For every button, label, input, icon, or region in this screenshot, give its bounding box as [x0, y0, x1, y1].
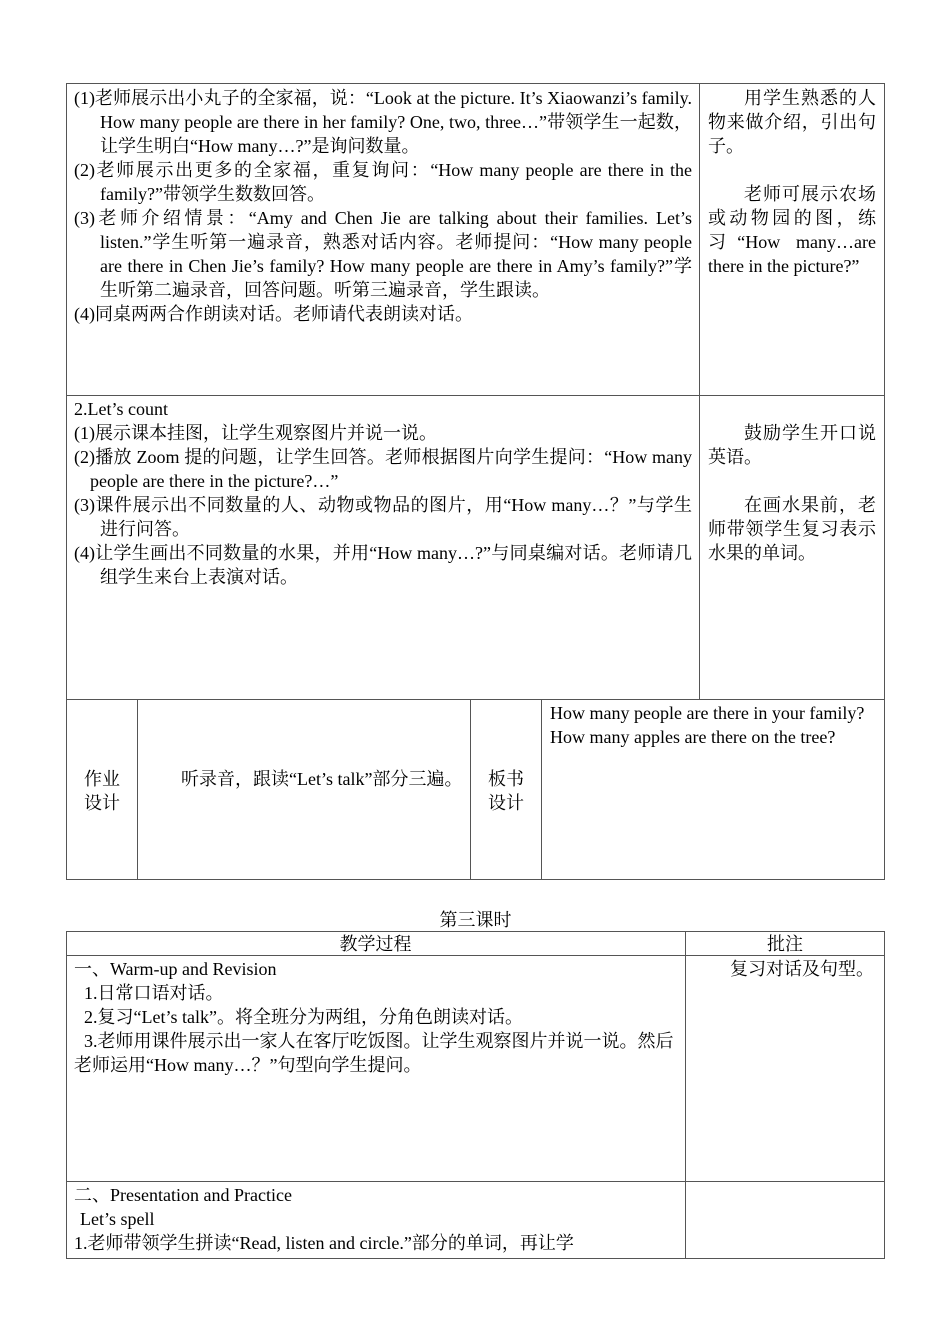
count-step-1: (1)展示课本挂图，让学生观察图片并说一说。	[74, 423, 437, 443]
lets-count-notes	[708, 421, 876, 565]
header-notes: 批注	[767, 934, 803, 954]
lets-count-steps	[74, 397, 692, 589]
count-note-2: 在画水果前，老师带领学生复习表示水果的单词。	[708, 495, 876, 563]
step-3: (3)老师介绍情景：“Amy and Chen Jie are talking about their families. Let’s listen.”学生听第一遍录音，熟悉对话内容。老师提问：“How many people are there in Chen Jie’s family? How many people are there in Amy’s family?”学生听第二遍录音，回答问题。听第三遍录音，学生跟读。	[74, 208, 692, 300]
presentation-section	[74, 1183, 678, 1255]
count-step-4: (4)让学生画出不同数量的水果，并用“How many…?”与同桌编对话。老师请几组学生来台上表演对话。	[74, 543, 692, 587]
board-line-1: How many people are there in your family?	[550, 703, 865, 723]
board-line-2: How many apples are there on the tree?	[550, 727, 836, 747]
homework-label: 作业设计	[84, 769, 120, 813]
warmup-step-2: 2.复习“Let’s talk”。将全班分为两组，分角色朗读对话。	[84, 1007, 523, 1027]
board-design	[550, 701, 876, 749]
warmup-section	[74, 957, 678, 1077]
note-1: 用学生熟悉的人物来做介绍，引出句子。	[708, 88, 876, 156]
warmup-title: 一、Warm-up and Revision	[74, 959, 277, 979]
lets-count-heading: 2.Let’s count	[74, 399, 168, 419]
count-step-2: (2)播放 Zoom 提的问题，让学生回答。老师根据图片向学生提问：“How many people are there in the picture?…”	[74, 447, 692, 491]
header-process: 教学过程	[339, 934, 412, 954]
presentation-subtitle: Let’s spell	[80, 1209, 155, 1229]
step-4: (4)同桌两两合作朗读对话。老师请代表朗读对话。	[74, 304, 473, 324]
activity-steps	[74, 86, 692, 326]
step-1: (1)老师展示出小丸子的全家福，说：“Look at the picture. It’s Xiaowanzi’s family. How many people are there in her family? One, two, three…”带领学生一起数，让学生明白“How many…?”是询问数量。	[74, 88, 692, 156]
presentation-step-1: 1.老师带领学生拼读“Read, listen and circle.”部分的单词，再让学	[74, 1233, 574, 1253]
note-2: 老师可展示农场或动物园的图，练习“How many…are there in the picture?”	[708, 184, 876, 276]
count-note-1: 鼓励学生开口说英语。	[708, 423, 876, 467]
count-step-3: (3)课件展示出不同数量的人、动物或物品的图片，用“How many…？”与学生进行问答。	[74, 495, 692, 539]
presentation-title: 二、Presentation and Practice	[74, 1185, 292, 1205]
warmup-step-1: 1.日常口语对话。	[84, 983, 224, 1003]
homework-text: 听录音，跟读“Let’s talk”部分三遍。	[181, 769, 463, 789]
board-label: 板书设计	[488, 769, 524, 813]
section-title: 第三课时	[439, 910, 512, 930]
activity-notes	[708, 86, 876, 278]
step-2: (2)老师展示出更多的全家福，重复询问：“How many people are there in the family?”带领学生数数回答。	[74, 160, 692, 204]
warmup-note: 复习对话及句型。	[730, 959, 874, 979]
warmup-step-3: 3.老师用课件展示出一家人在客厅吃饭图。让学生观察图片并说一说。然后老师运用“How many…？”句型向学生提问。	[74, 1031, 674, 1075]
